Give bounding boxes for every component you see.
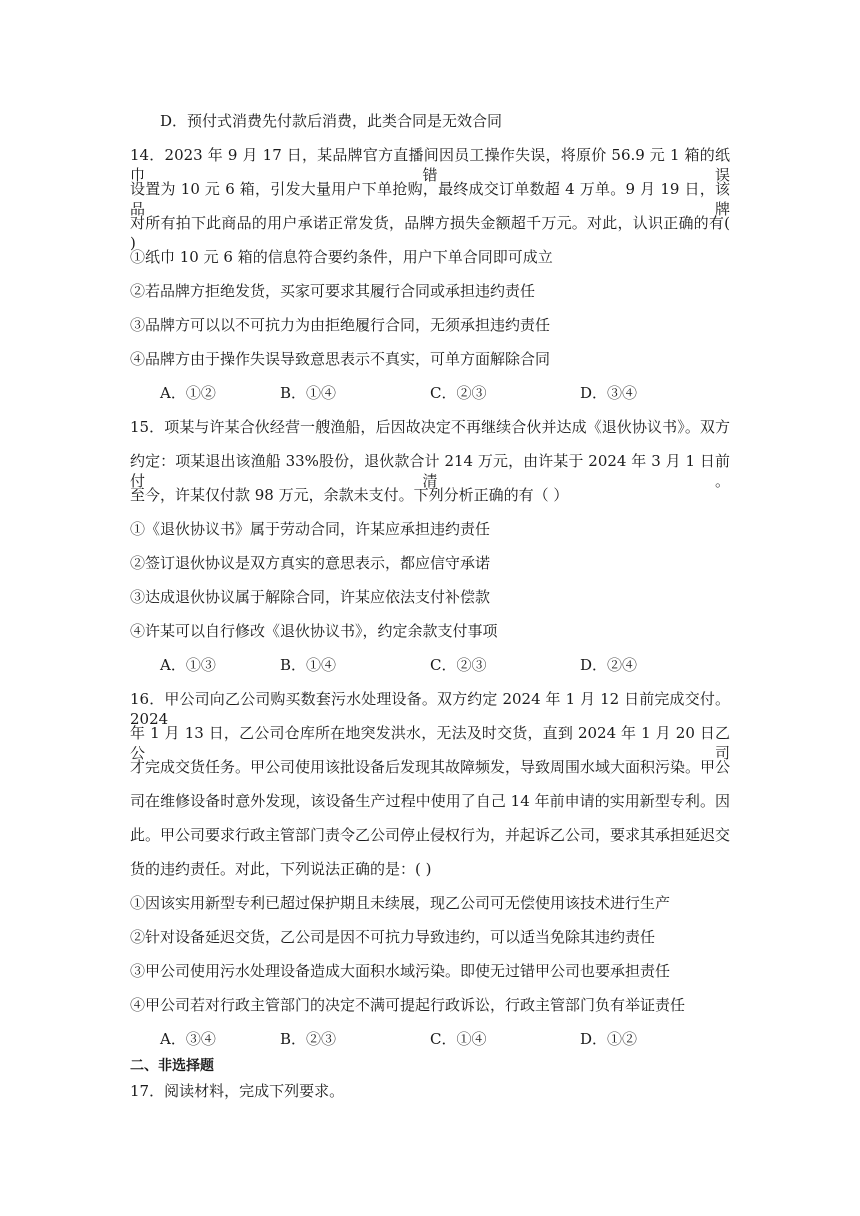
q16-option-a[interactable]: A．③④ [160,1030,216,1048]
q14-stem-line-2: 设置为 10 元 6 箱，引发大量用户下单抢购，最终成交订单数超 4 万单。9 月 19 日，该品牌 [130,180,730,218]
q16-options [160,1029,680,1049]
q14-stem-line-3: 对所有拍下此商品的用户承诺正常发货，品牌方损失金额超千万元。对此，认识正确的有( ) [130,214,730,252]
q16-option-b[interactable]: B．②③ [280,1030,337,1048]
q14-option-c[interactable]: C．②③ [430,384,487,402]
q15-option-d[interactable]: D．②④ [580,656,638,674]
q15-option-b[interactable]: B．①④ [280,656,337,674]
q13-option-d: D．预付式消费先付款后消费，此类合同是无效合同 [160,112,503,130]
q15-statement-1: ①《退伙协议书》属于劳动合同，许某应承担违约责任 [130,520,491,538]
q15-stem-line-3: 至今，许某仅付款 98 万元，余款未支付。下列分析正确的有（ ） [130,486,569,504]
q16-statement-2: ②针对设备延迟交货，乙公司是因不可抗力导致违约，可以适当免除其违约责任 [130,928,656,946]
q15-stem-line-2: 约定：项某退出该渔船 33%股份，退伙款合计 214 万元，由许某于 2024 年 3 月 1 日前付清。 [130,452,730,490]
q14-option-d[interactable]: D．③④ [580,384,638,402]
q16-statement-4: ④甲公司若对行政主管部门的决定不满可提起行政诉讼，行政主管部门负有举证责任 [130,996,686,1014]
q16-stem-line-2: 年 1 月 13 日，乙公司仓库所在地突发洪水，无法及时交货，直到 2024 年 1 月 20 日乙公司 [130,724,730,762]
q17-stem: 17．阅读材料，完成下列要求。 [130,1082,345,1100]
q16-option-d[interactable]: D．①② [580,1030,638,1048]
q16-option-c[interactable]: C．①④ [430,1030,487,1048]
q14-statement-4: ④品牌方由于操作失误导致意思表示不真实，可单方面解除合同 [130,350,551,368]
q14-statement-1: ①纸巾 10 元 6 箱的信息符合要约条件，用户下单合同即可成立 [130,248,553,266]
q14-option-a[interactable]: A．①② [160,384,216,402]
q16-statement-1: ①因该实用新型专利已超过保护期且未续展，现乙公司可无偿使用该技术进行生产 [130,894,671,912]
q15-stem-line-1: 15．项某与许某合伙经营一艘渔船，后因故决定不再继续合伙并达成《退伙协议书》。双方 [130,418,730,436]
q15-statement-2: ②签订退伙协议是双方真实的意思表示，都应信守承诺 [130,554,491,572]
q16-stem-line-6: 货的违约责任。对此，下列说法正确的是：( ) [130,860,432,878]
q15-option-c[interactable]: C．②③ [430,656,487,674]
q15-option-a[interactable]: A．①③ [160,656,216,674]
q16-stem-line-5: 此。甲公司要求行政主管部门责令乙公司停止侵权行为，并起诉乙公司，要求其承担延迟交 [130,826,731,844]
q14-options [160,383,680,403]
q14-statement-3: ③品牌方可以以不可抗力为由拒绝履行合同，无须承担违约责任 [130,316,551,334]
q15-statement-3: ③达成退伙协议属于解除合同，许某应依法支付补偿款 [130,588,491,606]
section-heading: 二、非选择题 [130,1058,214,1074]
q15-statement-4: ④许某可以自行修改《退伙协议书》，约定余款支付事项 [130,622,498,640]
q16-stem-line-1: 16．甲公司向乙公司购买数套污水处理设备。双方约定 2024 年 1 月 12 日前完成交付。2024 [130,690,730,728]
q16-statement-3: ③甲公司使用污水处理设备造成大面积水域污染。即使无过错甲公司也要承担责任 [130,962,671,980]
q16-stem-line-4: 司在维修设备时意外发现，该设备生产过程中使用了自己 14 年前申请的实用新型专利。因 [130,792,730,810]
q14-statement-2: ②若品牌方拒绝发货，买家可要求其履行合同或承担违约责任 [130,282,536,300]
q16-stem-line-3: 才完成交货任务。甲公司使用该批设备后发现其故障频发，导致周围水域大面积污染。甲公 [130,758,731,776]
q15-options [160,655,680,675]
q14-stem-line-1: 14．2023 年 9 月 17 日，某品牌官方直播间因员工操作失误，将原价 56.9 元 1 箱的纸巾错误 [130,146,730,184]
q14-option-b[interactable]: B．①④ [280,384,337,402]
